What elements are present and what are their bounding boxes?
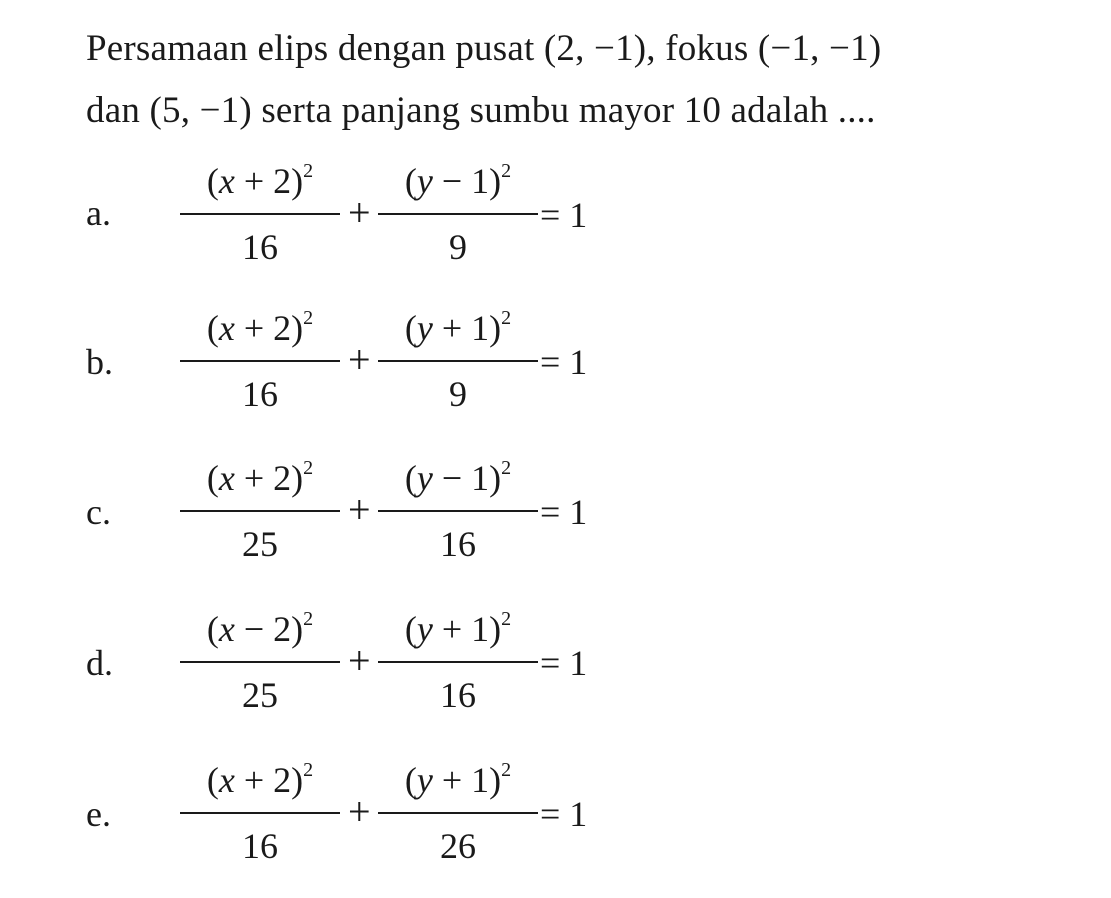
denominator: 16: [242, 227, 278, 267]
denominator: 16: [242, 826, 278, 866]
numerator: $(y - 1)^2$: [404, 160, 512, 201]
plus-sign: +: [348, 638, 371, 683]
plus-sign: +: [348, 190, 371, 235]
numerator: $(x + 2)^2$: [206, 759, 314, 800]
option-a[interactable]: [0, 160, 1111, 290]
denominator: 25: [242, 524, 278, 564]
denominator: 9: [449, 374, 467, 414]
fraction-bar: [180, 510, 340, 512]
plus-sign: +: [348, 487, 371, 532]
fraction-bar: [180, 213, 340, 215]
fraction-bar: [180, 812, 340, 814]
fraction-bar: [378, 510, 538, 512]
fraction-bar: [378, 360, 538, 362]
denominator: 16: [440, 675, 476, 715]
option-letter: a.: [86, 193, 111, 233]
option-c[interactable]: [0, 457, 1111, 587]
equals-one: = 1: [540, 492, 588, 532]
numerator: $(y + 1)^2$: [404, 608, 512, 649]
option-letter: b.: [86, 342, 113, 382]
numerator: $(x + 2)^2$: [206, 160, 314, 201]
numerator: $(y - 1)^2$: [404, 457, 512, 498]
fraction-bar: [180, 661, 340, 663]
option-letter: d.: [86, 643, 113, 683]
plus-sign: +: [348, 337, 371, 382]
option-d[interactable]: [0, 608, 1111, 738]
denominator: 26: [440, 826, 476, 866]
option-b[interactable]: [0, 307, 1111, 437]
denominator: 16: [242, 374, 278, 414]
equals-one: = 1: [540, 794, 588, 834]
question-line-2: dan (5, −1) serta panjang sumbu mayor 10 adalah ....: [86, 90, 876, 131]
fraction-bar: [378, 661, 538, 663]
denominator: 16: [440, 524, 476, 564]
numerator: $(x + 2)^2$: [206, 307, 314, 348]
equals-one: = 1: [540, 342, 588, 382]
numerator: $(x + 2)^2$: [206, 457, 314, 498]
numerator: $(y + 1)^2$: [404, 759, 512, 800]
fraction-bar: [378, 213, 538, 215]
numerator: $(x - 2)^2$: [206, 608, 314, 649]
option-letter: c.: [86, 492, 111, 532]
fraction-bar: [180, 360, 340, 362]
equals-one: = 1: [540, 195, 588, 235]
option-letter: e.: [86, 794, 111, 834]
question-line-1: Persamaan elips dengan pusat (2, −1), fokus (−1, −1): [86, 28, 882, 69]
denominator: 25: [242, 675, 278, 715]
fraction-bar: [378, 812, 538, 814]
denominator: 9: [449, 227, 467, 267]
option-e[interactable]: [0, 759, 1111, 889]
numerator: $(y + 1)^2$: [404, 307, 512, 348]
plus-sign: +: [348, 789, 371, 834]
equals-one: = 1: [540, 643, 588, 683]
